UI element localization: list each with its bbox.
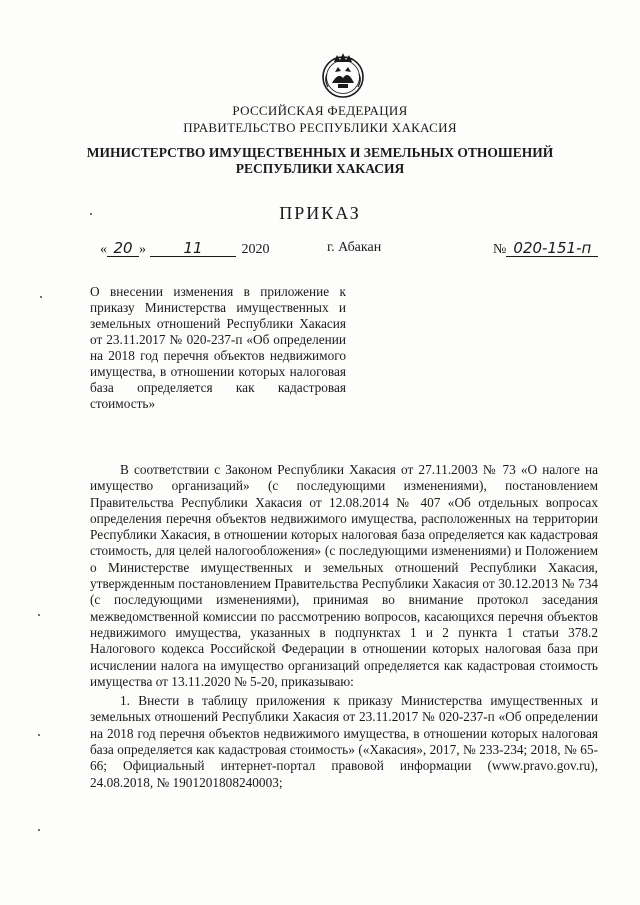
order-title: ПРИКАЗ <box>279 203 361 223</box>
order-body <box>90 462 598 791</box>
order-subject: О внесении изменения в приложение к приказу Министерства имущественных и земельных отношений Республики Хакасия от 23.11.2017 № 020-237-п «Об определении на 2018 год перечня объектов недвижимого имущества, в отношении которых налоговая база определяется как кадастровая стоимость» <box>90 284 346 411</box>
body-paragraph-1: В соответствии с Законом Республики Хакасия от 27.11.2003 № 73 «О налоге на имущество организаций» (с последующими изменениями), постановлением Правительства Республики Хакасия от 12.08.2014 № 407 «Об отдельных вопросах определения перечня объектов недвижимого имущества, расположенных на территории Республики Хакасия, в отношении которых налоговая база определяется как кадастровая стоимость, для целей налогообложения» (с последующими изменениями) и Положением о Министерстве имущественных и земельных отношений Республики Хакасия, утвержденным постановлением Правительства Республики Хакасия от 30.12.2013 № 734 (с последующими изменениями), принимая во внимание протокол заседания межведомственной комиссии по рассмотрению вопросов, касающихся перечня объектов недвижимого имущества, указанных в подпунктах 1 и 2 пункта 1 статьи 378.2 Налогового кодекса Российской Федерации в отношении которых налоговая база при исчислении налога на имущество организаций определяется как кадастровая стоимость имущества от 13.11.2020 № 5-20, приказываю: <box>90 462 598 689</box>
order-month: 11 <box>150 240 236 257</box>
scan-speck <box>38 614 40 616</box>
coat-of-arms-icon <box>318 50 368 100</box>
order-number-prefix: № <box>493 242 507 257</box>
ministry-name-line1: МИНИСТЕРСТВО ИМУЩЕСТВЕННЫХ И ЗЕМЕЛЬНЫХ ОТНОШЕНИЙ <box>86 145 554 160</box>
order-year: 2020 <box>241 242 270 257</box>
order-city: г. Абакан <box>327 240 382 255</box>
federation-header: РОССИЙСКАЯ ФЕДЕРАЦИЯ <box>232 103 408 118</box>
order-day: 20 <box>107 240 139 257</box>
scan-speck <box>90 213 92 215</box>
scan-speck <box>38 734 40 736</box>
date-close-quote: » <box>139 242 146 257</box>
date-open-quote: « <box>100 242 107 257</box>
order-number-value: 020-151-п <box>506 240 598 257</box>
body-paragraph-2: 1. Внести в таблицу приложения к приказу Министерства имущественных и земельных отношений Республики Хакасия от 23.11.2017 № 020-237-п «Об определении на 2018 год перечня объектов недвижимого имущества, в отношении которых налоговая база определяется как кадастровая стоимость» («Хакасия», 2017, № 233-234; 2018, № 65-66; Официальный интернет-портал правовой информации (www.pravo.gov.ru), 24.08.2018, № 1901201808240003; <box>90 693 598 790</box>
scan-speck <box>38 829 40 831</box>
order-number <box>493 240 598 258</box>
scan-speck <box>40 296 42 298</box>
order-date <box>100 240 270 258</box>
government-header: ПРАВИТЕЛЬСТВО РЕСПУБЛИКИ ХАКАСИЯ <box>183 120 457 135</box>
ministry-name-line2: РЕСПУБЛИКИ ХАКАСИЯ <box>235 161 405 176</box>
